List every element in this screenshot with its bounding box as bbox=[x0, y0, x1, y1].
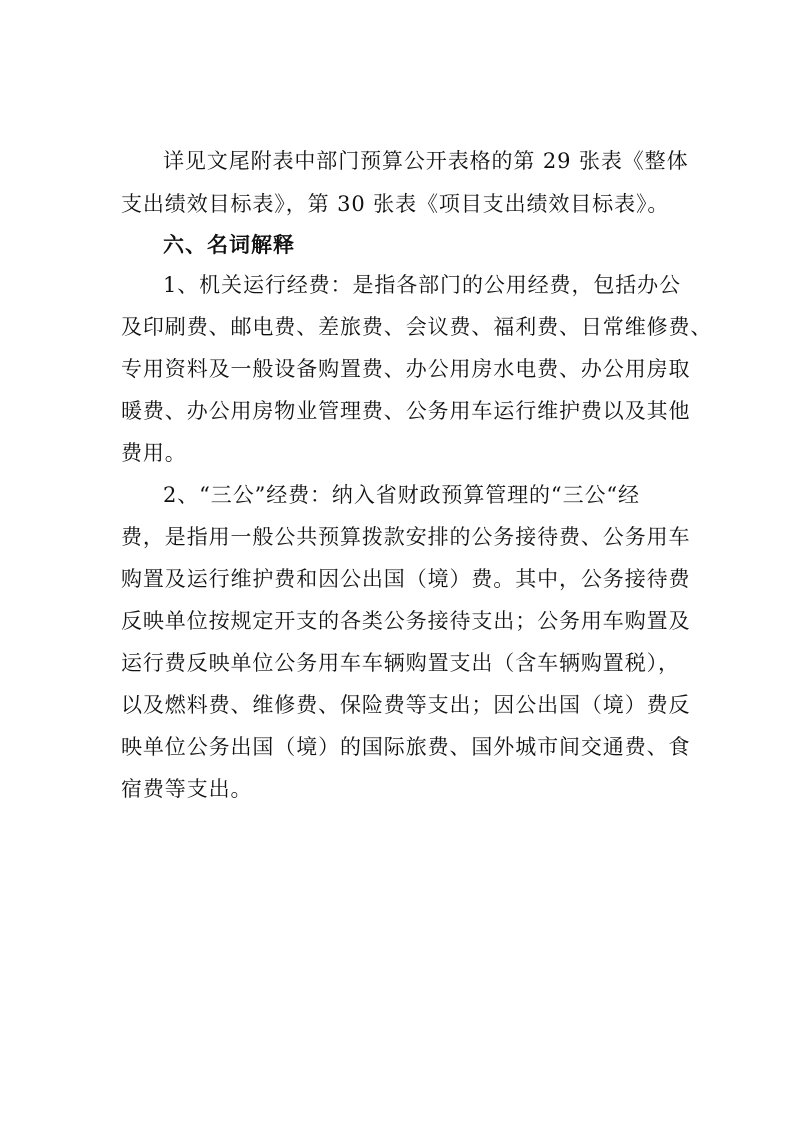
para2-line-2: 及印刷费、邮电费、差旅费、会议费、福利费、日常维修费、 bbox=[121, 315, 713, 339]
para2-line-3: 专用资料及一般设备购置费、办公用房水电费、办公用房取 bbox=[121, 357, 691, 381]
para3-line-5: 运行费反映单位公务用车车辆购置支出（含车辆购置税）， bbox=[121, 651, 680, 675]
para1-line-1: 详见文尾附表中部门预算公开表格的第 29 张表《整体 bbox=[163, 149, 689, 173]
para3-line-2: 费，是指用一般公共预算拨款安排的公务接待费、公务用车 bbox=[121, 525, 691, 549]
para3-line-7: 映单位公务出国（境）的国际旅费、国外城市间交通费、食 bbox=[121, 735, 691, 759]
para1-line-2: 支出绩效目标表》，第 30 张表《项目支出绩效目标表》。 bbox=[121, 192, 670, 216]
para2-line-4: 暖费、办公用房物业管理费、公务用车运行维护费以及其他 bbox=[121, 399, 691, 423]
para2-line-1: 1、机关运行经费：是指各部门的公用经费，包括办公 bbox=[163, 273, 681, 297]
section-heading: 六、名词解释 bbox=[163, 233, 295, 257]
para3-line-3: 购置及运行维护费和因公出国（境）费。其中，公务接待费 bbox=[121, 567, 691, 591]
para3-line-1: 2、“三公”经费：纳入省财政预算管理的“三公“经 bbox=[163, 483, 640, 507]
para3-line-6: 以及燃料费、维修费、保险费等支出；因公出国（境）费反 bbox=[121, 693, 691, 717]
para3-line-4: 反映单位按规定开支的各类公务接待支出；公务用车购置及 bbox=[121, 609, 691, 633]
para2-line-5: 费用。 bbox=[121, 441, 187, 465]
para3-line-8: 宿费等支出。 bbox=[121, 777, 253, 801]
